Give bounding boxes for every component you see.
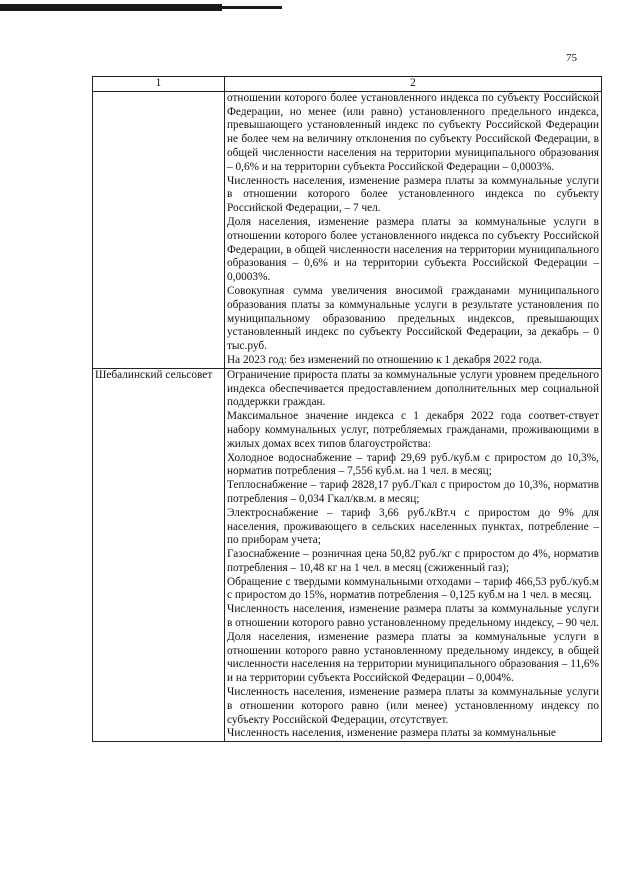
table-header-row: [93, 77, 602, 92]
paragraph: Холодное водоснабжение – тариф 29,69 руб./куб.м с приростом до 10,3%, норматив потребления – 7,556 куб.м. на 1 чел. в месяц;: [227, 451, 599, 478]
document-table: [92, 76, 602, 742]
scan-edge-mark: [0, 4, 222, 11]
paragraph: На 2023 год: без изменений по отношению к 1 декабря 2022 года.: [227, 353, 543, 366]
paragraph: Теплоснабжение – тариф 2828,17 руб./Гкал с приростом до 10,3%, норматив потребления – 0,034 Гкал/кв.м. в месяц;: [227, 479, 599, 505]
paragraph: отношении которого более установленного индекса по субъекту Российской Федерации, но менее (или равно) установленного предельного индекса, превышающего установленный индекс по субъекту Российской Федерации не более чем на величину отклонения по субъекту Российской Федерации, в общей численности населения на территории муниципального образования – 0,6% и на территории субъекта Российской Федерации – 0,0003%.: [227, 91, 599, 173]
paragraph: Максимальное значение индекса с 1 декабря 2022 года соответ-ствует набору коммунальных услуг, потребляемых гражданами, проживающими в жилых домах всех типов благоустройства:: [227, 410, 599, 450]
table-row: [93, 91, 602, 368]
paragraph: Численность населения, изменение размера платы за коммунальные услуги в отношении которого равно установленному предельному индексу, – 90 чел.: [227, 603, 599, 630]
paragraph: Газоснабжение – розничная цена 50,82 руб./кг с приростом до 4%, норматив потребления – 10,48 кг на 1 чел. в месяц (сжиженный газ);: [227, 548, 599, 574]
column-header-1: 1: [93, 77, 225, 92]
description-cell: [225, 368, 602, 742]
region-cell: [93, 91, 225, 368]
region-cell: Шебалинский сельсовет: [93, 368, 225, 742]
paragraph: Электроснабжение – тариф 3,66 руб./кВт.ч с приростом до 9% для населения, проживающего в сельских населенных пунктах, потребление – по приборам учета;: [227, 506, 599, 547]
paragraph: Численность населения, изменение размера платы за коммунальные: [227, 727, 556, 740]
paragraph: Совокупная сумма увеличения вносимой гражданами муниципального образования платы за коммунальные услуги в результате установления по муниципальному образованию предельных индексов, превышающих установленный индекс по субъекту Российской Федерации, за декабрь – 0 тыс.руб.: [227, 284, 599, 353]
paragraph: Численность населения, изменение размера платы за коммунальные услуги в отношении которого более установленного индекса по субъекту Российской Федерации, – 7 чел.: [227, 174, 599, 215]
description-cell: [225, 91, 602, 368]
paragraph: Доля населения, изменение размера платы за коммунальные услуги в отношении которого более установленного индекса по субъекту Российской Федерации, в общей численности населения на территории муниципального образования – 0,6% и на территории субъекта Российской Федерации – 0,0003%.: [227, 215, 599, 284]
paragraph: Численность населения, изменение размера платы за коммунальные услуги в отношении которого равно (или менее) установленному индексу по субъекту Российской Федерации, отсутствует.: [227, 686, 599, 726]
column-header-2: 2: [225, 77, 602, 92]
paragraph: Обращение с твердыми коммунальными отходами – тариф 466,53 руб./куб.м с приростом до 15%, норматив потребления – 0,125 куб.м на 1 чел. в месяц.: [227, 575, 599, 602]
table-row: [93, 368, 602, 742]
page-number: 75: [566, 52, 577, 64]
scan-edge-mark-tail: [222, 6, 282, 9]
paragraph: Доля населения, изменение размера платы за коммунальные услуги в отношении которого равно установленному предельному индексу, в общей численности населения на территории муниципального образования – 11,6% и на территории субъекта Российской Федерации – 0,004%.: [227, 630, 599, 685]
paragraph: Ограничение прироста платы за коммунальные услуги уровнем предельного индекса обеспечивается предоставлением дополнительных мер социальной поддержки граждан.: [227, 368, 599, 409]
